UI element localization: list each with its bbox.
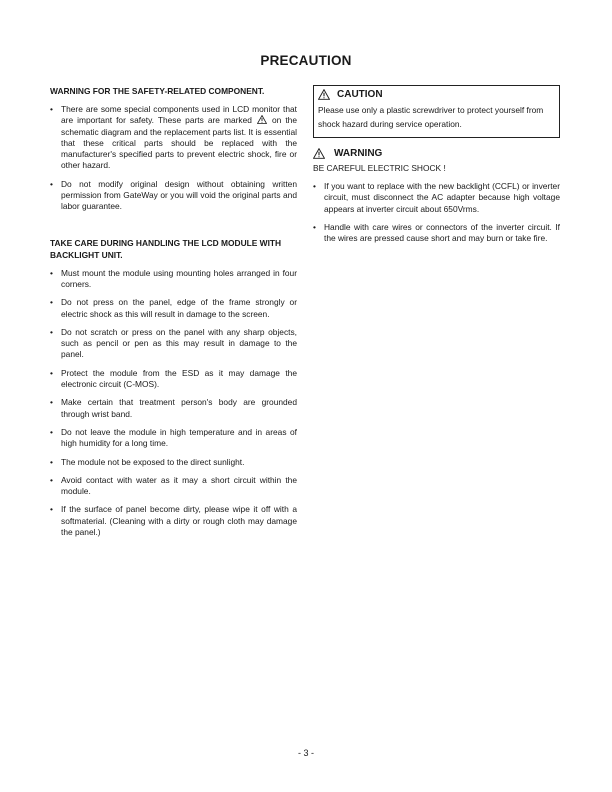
list-item (313, 181, 560, 215)
list-item (50, 475, 297, 498)
warning-triangle-icon (313, 148, 325, 159)
list-item-text: Do not scratch or press on the panel with any sharp objects, such as pencil or pen as this may result in damage to the panel. (61, 326, 297, 360)
bullet-dot: • (50, 504, 53, 515)
bullet-dot: • (50, 474, 53, 485)
bullet-dot: • (313, 221, 316, 232)
right-column (313, 85, 560, 251)
list-item (50, 504, 297, 538)
list-item (50, 397, 297, 420)
caution-title-row (318, 89, 555, 100)
list-item-text: Must mount the module using mounting holes arranged in four corners. (61, 267, 297, 289)
list-item (50, 297, 297, 320)
list-item-text: If you want to replace with the new backlight (CCFL) or inverter circuit, must disconnect the AC adapter because high voltage appears at inverter circuit about 650Vrms. (324, 181, 560, 214)
bullet-dot: • (50, 267, 53, 278)
list-item (313, 222, 560, 245)
bullet-dot: • (50, 178, 53, 189)
list-item (50, 104, 297, 172)
list-item-text: Do not leave the module in high temperature and in areas of high humidity for a long time. (61, 426, 297, 449)
list-item (50, 368, 297, 391)
left-column (50, 85, 297, 545)
list-item-text: on the schematic diagram and the replacement parts list. It is essential that these critical parts should be replaced with the manufacturer's specified parts to prevent electric shock, fire or other hazard. (61, 115, 297, 171)
safety-list (50, 104, 297, 213)
lcd-handling-list (50, 268, 297, 539)
list-item (50, 327, 297, 361)
list-item-text: Make certain that treatment person's body are grounded through wrist band. (61, 397, 297, 419)
warning-subtitle: BE CAREFUL ELECTRIC SHOCK ! (313, 163, 446, 173)
safety-component-heading: WARNING FOR THE SAFETY-RELATED COMPONENT. (50, 86, 265, 96)
bullet-dot: • (50, 397, 53, 408)
warning-title: WARNING (334, 148, 383, 159)
bullet-dot: • (50, 326, 53, 337)
warning-triangle-icon (318, 89, 330, 100)
warning-triangle-icon (257, 115, 267, 124)
bullet-dot: • (50, 104, 53, 114)
caution-box (313, 85, 560, 138)
list-item (50, 427, 297, 450)
list-item-text: There are some special components used in LCD monitor that are important for safety. These parts are marked (61, 104, 297, 126)
list-item (50, 179, 297, 213)
list-item-text: Handle with care wires or connectors of the inverter circuit. If the wires are pressed cause short and may burn or take fire. (324, 221, 560, 244)
list-item-text: If the surface of panel become dirty, please wipe it off with a softmaterial. (Cleaning with a dirty or rough cloth may damage the panel.) (61, 504, 297, 538)
bullet-dot: • (50, 367, 53, 378)
page-number: - 3 - (297, 748, 314, 758)
caution-title: CAUTION (337, 89, 383, 100)
list-item-text: The module not be exposed to the direct sunlight. (61, 456, 245, 467)
warning-title-row (313, 148, 560, 159)
bullet-dot: • (50, 426, 53, 437)
list-item-text: Avoid contact with water as it may a short circuit within the module. (61, 474, 297, 497)
section-spacer (50, 220, 297, 237)
bullet-dot: • (50, 297, 53, 308)
bullet-dot: • (50, 456, 53, 467)
warning-list (313, 181, 560, 244)
list-item-text: Do not press on the panel, edge of the frame strongly or electric shock as this will result in damage to the screen. (61, 297, 297, 319)
lcd-handling-heading: TAKE CARE DURING HANDLING THE LCD MODULE WITH BACKLIGHT UNIT. (50, 237, 282, 260)
list-item-text: Protect the module from the ESD as it may damage the electronic circuit (C-MOS). (61, 367, 297, 390)
bullet-dot: • (313, 181, 316, 191)
list-item (50, 268, 297, 291)
list-item (50, 457, 297, 468)
list-item-text: Do not modify original design without obtaining written permission from GateWay or you will void the original parts and labor guarantee. (61, 178, 297, 212)
page-title: PRECAUTION (260, 53, 352, 68)
caution-text: Please use only a plastic screwdriver to protect yourself from shock hazard during service operation. (318, 105, 544, 129)
